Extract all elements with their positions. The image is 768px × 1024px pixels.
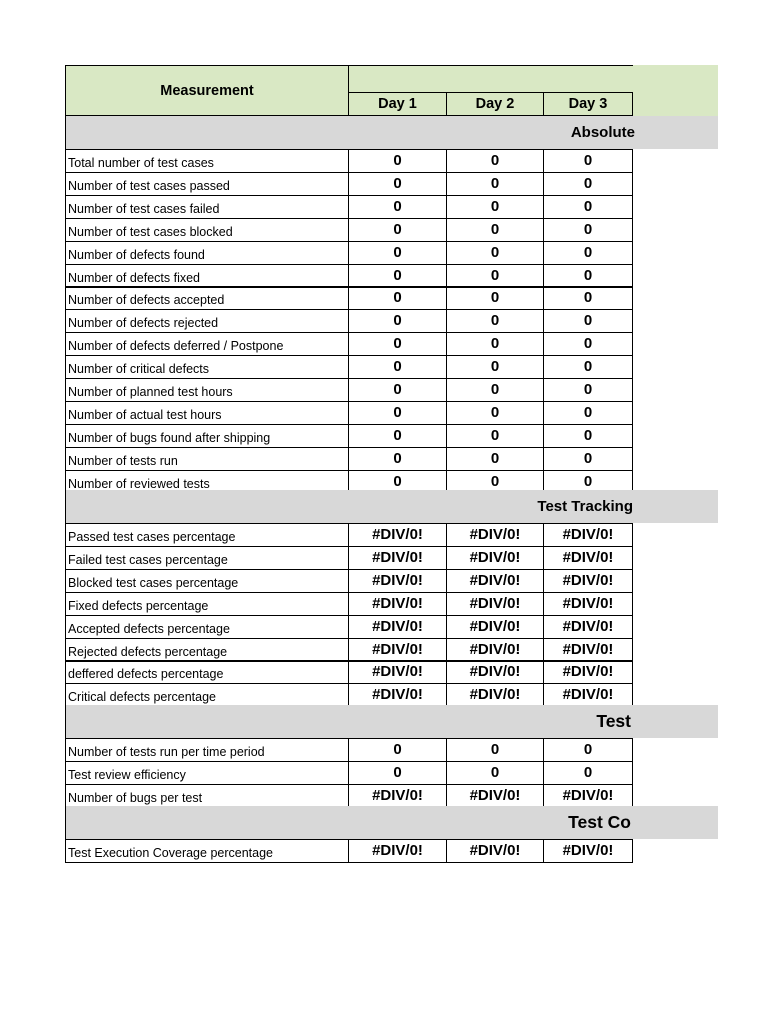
section-title[interactable]: Test Co — [568, 812, 631, 832]
day-3-value-cell[interactable]: 0 — [543, 738, 633, 762]
section-title[interactable]: Absolute — [570, 124, 635, 141]
day-1-value-cell[interactable]: 0 — [348, 195, 447, 219]
section-title[interactable]: Test Tracking — [537, 498, 633, 515]
day-1-value-cell[interactable]: #DIV/0! — [348, 638, 447, 662]
day-3-value-cell[interactable]: 0 — [543, 401, 633, 425]
day-2-value-cell[interactable]: #DIV/0! — [446, 839, 544, 863]
day-3-value-cell[interactable]: #DIV/0! — [543, 660, 633, 684]
measurement-header[interactable]: Measurement — [65, 65, 349, 116]
day-3-value-cell[interactable]: #DIV/0! — [543, 523, 633, 547]
day-2-value-cell[interactable]: 0 — [446, 355, 544, 379]
day-1-value-cell[interactable]: 0 — [348, 218, 447, 242]
day-2-value-cell[interactable]: #DIV/0! — [446, 569, 544, 593]
day-3-value-cell[interactable]: 0 — [543, 149, 633, 173]
day-1-value-cell[interactable]: 0 — [348, 264, 447, 288]
day-2-value-cell[interactable]: 0 — [446, 424, 544, 448]
day-3-value-cell[interactable]: 0 — [543, 172, 633, 196]
row-label[interactable]: Accepted defects percentage — [65, 615, 349, 639]
day-1-value-cell[interactable]: 0 — [348, 332, 447, 356]
day-2-value-cell[interactable]: 0 — [446, 241, 544, 265]
day-2-value-cell[interactable]: #DIV/0! — [446, 638, 544, 662]
day-2-value-cell[interactable]: #DIV/0! — [446, 523, 544, 547]
day-1-value-cell[interactable]: 0 — [348, 738, 447, 762]
day-3-value-cell[interactable]: 0 — [543, 761, 633, 785]
day-1-value-cell[interactable]: 0 — [348, 172, 447, 196]
day-1-value-cell[interactable]: #DIV/0! — [348, 660, 447, 684]
row-label[interactable]: Rejected defects percentage — [65, 638, 349, 662]
day-3-value-cell[interactable]: 0 — [543, 332, 633, 356]
row-label[interactable]: Fixed defects percentage — [65, 592, 349, 616]
day-2-value-cell[interactable]: 0 — [446, 401, 544, 425]
day-1-value-cell[interactable]: 0 — [348, 424, 447, 448]
day-1-value-cell[interactable]: 0 — [348, 309, 447, 333]
day-1-value-cell[interactable]: #DIV/0! — [348, 615, 447, 639]
day-3-value-cell[interactable]: 0 — [543, 218, 633, 242]
day-3-value-cell[interactable]: 0 — [543, 241, 633, 265]
day-1-value-cell[interactable]: #DIV/0! — [348, 683, 447, 707]
row-label[interactable]: deffered defects percentage — [65, 660, 349, 684]
row-label[interactable]: Failed test cases percentage — [65, 546, 349, 570]
day-1-value-cell[interactable]: 0 — [348, 149, 447, 173]
day-1-value-cell[interactable]: #DIV/0! — [348, 546, 447, 570]
day-1-header[interactable]: Day 1 — [348, 92, 447, 116]
day-3-value-cell[interactable]: 0 — [543, 470, 633, 494]
day-2-value-cell[interactable]: 0 — [446, 172, 544, 196]
row-label[interactable]: Number of defects deferred / Postpone — [65, 332, 349, 356]
day-3-value-cell[interactable]: #DIV/0! — [543, 638, 633, 662]
day-2-value-cell[interactable]: 0 — [446, 378, 544, 402]
row-label[interactable]: Passed test cases percentage — [65, 523, 349, 547]
row-label[interactable]: Number of defects found — [65, 241, 349, 265]
day-1-value-cell[interactable]: 0 — [348, 355, 447, 379]
day-2-value-cell[interactable]: 0 — [446, 286, 544, 310]
day-3-value-cell[interactable]: #DIV/0! — [543, 546, 633, 570]
day-3-value-cell[interactable]: 0 — [543, 355, 633, 379]
day-2-value-cell[interactable]: #DIV/0! — [446, 660, 544, 684]
day-3-value-cell[interactable]: #DIV/0! — [543, 683, 633, 707]
day-2-value-cell[interactable]: #DIV/0! — [446, 615, 544, 639]
row-label[interactable]: Number of defects fixed — [65, 264, 349, 288]
row-label[interactable]: Number of test cases passed — [65, 172, 349, 196]
day-3-value-cell[interactable]: 0 — [543, 424, 633, 448]
day-1-value-cell[interactable]: 0 — [348, 401, 447, 425]
day-3-value-cell[interactable]: 0 — [543, 447, 633, 471]
day-2-value-cell[interactable]: #DIV/0! — [446, 683, 544, 707]
row-label[interactable]: Number of defects accepted — [65, 286, 349, 310]
row-label[interactable]: Number of actual test hours — [65, 401, 349, 425]
day-1-value-cell[interactable]: 0 — [348, 470, 447, 494]
day-3-value-cell[interactable]: 0 — [543, 195, 633, 219]
row-label[interactable]: Critical defects percentage — [65, 683, 349, 707]
day-1-value-cell[interactable]: #DIV/0! — [348, 784, 447, 808]
row-label[interactable]: Number of test cases blocked — [65, 218, 349, 242]
day-3-value-cell[interactable]: #DIV/0! — [543, 839, 633, 863]
day-2-value-cell[interactable]: #DIV/0! — [446, 546, 544, 570]
day-2-value-cell[interactable]: 0 — [446, 761, 544, 785]
day-2-value-cell[interactable]: 0 — [446, 218, 544, 242]
day-1-value-cell[interactable]: #DIV/0! — [348, 523, 447, 547]
day-2-value-cell[interactable]: 0 — [446, 264, 544, 288]
day-3-value-cell[interactable]: 0 — [543, 286, 633, 310]
day-2-value-cell[interactable]: 0 — [446, 447, 544, 471]
row-label[interactable]: Total number of test cases — [65, 149, 349, 173]
days-group-header[interactable] — [348, 65, 633, 93]
day-2-value-cell[interactable]: 0 — [446, 332, 544, 356]
day-1-value-cell[interactable]: 0 — [348, 761, 447, 785]
day-3-value-cell[interactable]: #DIV/0! — [543, 615, 633, 639]
day-3-header[interactable]: Day 3 — [543, 92, 633, 116]
day-3-value-cell[interactable]: 0 — [543, 309, 633, 333]
day-2-value-cell[interactable]: 0 — [446, 309, 544, 333]
day-3-value-cell[interactable]: #DIV/0! — [543, 592, 633, 616]
day-1-value-cell[interactable]: 0 — [348, 241, 447, 265]
row-label[interactable]: Number of defects rejected — [65, 309, 349, 333]
row-label[interactable]: Number of reviewed tests — [65, 470, 349, 494]
day-1-value-cell[interactable]: #DIV/0! — [348, 839, 447, 863]
day-3-value-cell[interactable]: 0 — [543, 378, 633, 402]
row-label[interactable]: Test Execution Coverage percentage — [65, 839, 349, 863]
day-1-value-cell[interactable]: 0 — [348, 378, 447, 402]
day-2-value-cell[interactable]: 0 — [446, 470, 544, 494]
row-label[interactable]: Test review efficiency — [65, 761, 349, 785]
row-label[interactable]: Number of planned test hours — [65, 378, 349, 402]
row-label[interactable]: Number of tests run per time period — [65, 738, 349, 762]
day-2-value-cell[interactable]: #DIV/0! — [446, 784, 544, 808]
day-1-value-cell[interactable]: 0 — [348, 447, 447, 471]
day-2-header[interactable]: Day 2 — [446, 92, 544, 116]
day-2-value-cell[interactable]: #DIV/0! — [446, 592, 544, 616]
day-1-value-cell[interactable]: 0 — [348, 286, 447, 310]
day-3-value-cell[interactable]: #DIV/0! — [543, 784, 633, 808]
day-3-value-cell[interactable]: #DIV/0! — [543, 569, 633, 593]
section-title[interactable]: Test — [596, 711, 631, 731]
day-2-value-cell[interactable]: 0 — [446, 149, 544, 173]
row-label[interactable]: Number of bugs per test — [65, 784, 349, 808]
day-1-value-cell[interactable]: #DIV/0! — [348, 592, 447, 616]
day-1-value-cell[interactable]: #DIV/0! — [348, 569, 447, 593]
day-3-value-cell[interactable]: 0 — [543, 264, 633, 288]
row-label[interactable]: Number of test cases failed — [65, 195, 349, 219]
day-2-value-cell[interactable]: 0 — [446, 195, 544, 219]
row-label[interactable]: Blocked test cases percentage — [65, 569, 349, 593]
row-label[interactable]: Number of critical defects — [65, 355, 349, 379]
row-label[interactable]: Number of tests run — [65, 447, 349, 471]
row-label[interactable]: Number of bugs found after shipping — [65, 424, 349, 448]
day-2-value-cell[interactable]: 0 — [446, 738, 544, 762]
